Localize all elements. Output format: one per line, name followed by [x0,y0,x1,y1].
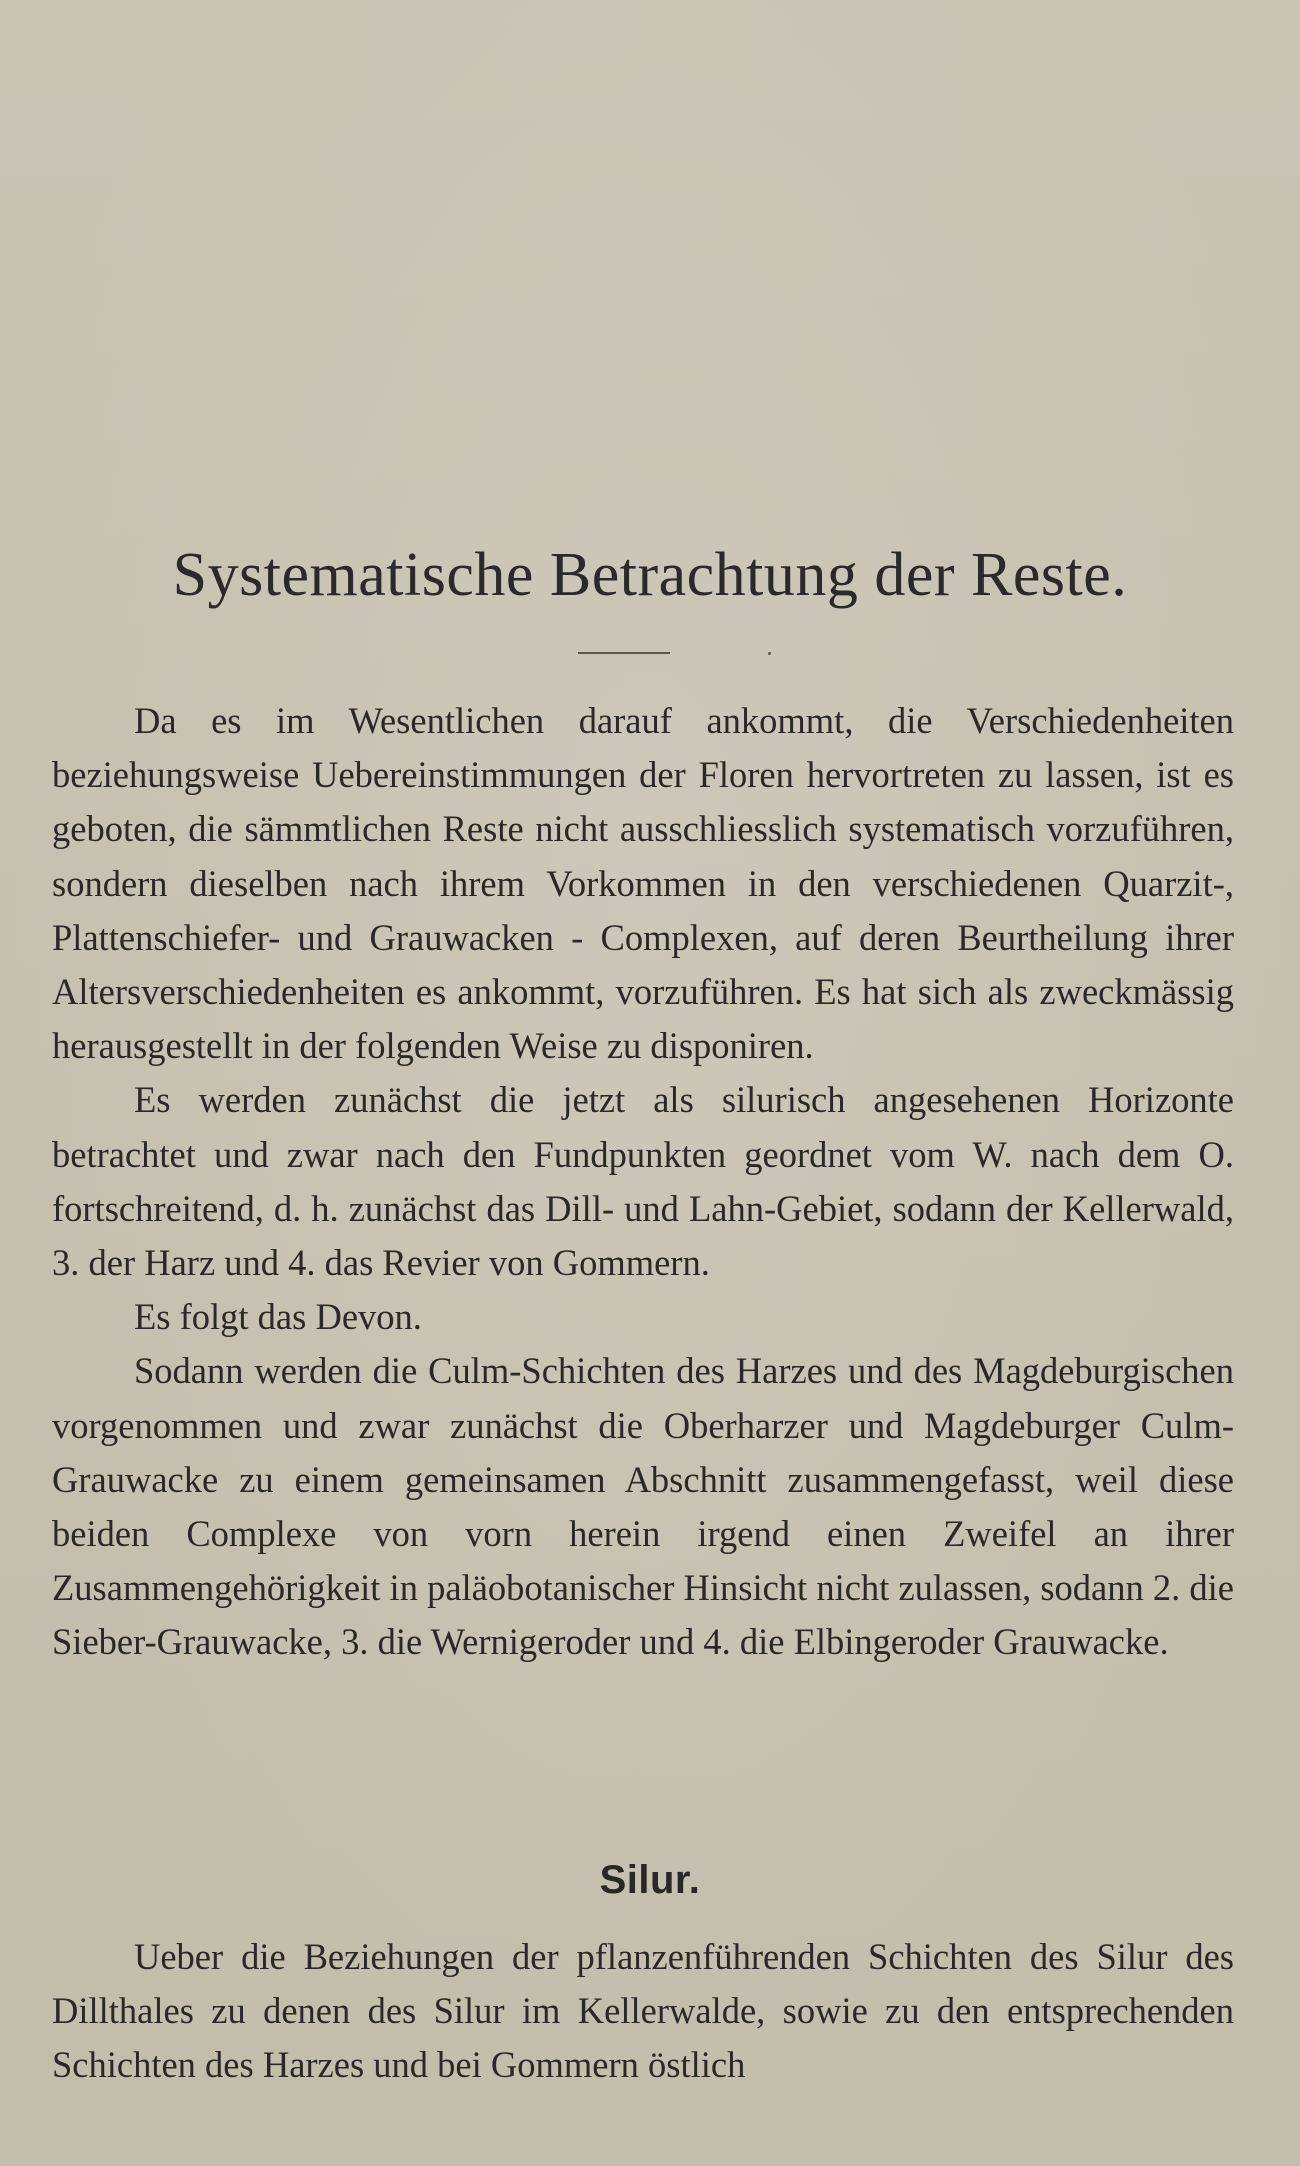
title-divider [578,652,670,654]
divider-dot [768,652,771,655]
paragraph: Sodann werden die Culm-Schichten des Harzes und des Magdeburgischen vorgenommen und zwar zunächst die Oberharzer und Magdeburger Culm-Grauwacke zu einem gemeinsamen Abschnitt zusammengefasst, weil diese beiden Complexe von vorn herein irgend einen Zweifel an ihrer Zusammengehörigkeit in paläobotanischer Hinsicht nicht zulassen, sodann 2. die Sieber-Grauwacke, 3. die Wernigeroder und 4. die Elbingeroder Grauwacke. [52,1350,1234,1663]
paragraph: Es folgt das Devon. [134,1296,422,1338]
paragraph: Ueber die Beziehungen der pflanzenführenden Schichten des Silur des Dillthales zu denen des Silur im Kellerwalde, sowie zu den entsprechenden Schichten des Harzes und bei Gommern östlich [52,1936,1234,2086]
paragraph: Es werden zunächst die jetzt als silurisch angesehenen Horizonte betrachtet und zwar nach den Fundpunkten geordnet vom W. nach dem O. fortschreitend, d. h. zunächst das Dill- und Lahn-Gebiet, sodann der Kellerwald, 3. der Harz und 4. das Revier von Gommern. [52,1079,1234,1284]
section-text-block [52,1930,1234,2093]
page-title: Systematische Betrachtung der Reste. [172,541,1128,609]
paragraph: Da es im Wesentlichen darauf ankommt, die Verschiedenheiten beziehungsweise Uebereinstimmungen der Floren hervortreten zu lassen, ist es geboten, die sämmtlichen Reste nicht ausschliesslich systematisch vorzuführen, sondern dieselben nach ihrem Vorkommen in den verschiedenen Quarzit-, Plattenschiefer- und Grauwacken - Complexen, auf deren Beurtheilung ihrer Altersverschiedenheiten es ankommt, vorzuführen. Es hat sich als zweckmässig herausgestellt in der folgenden Weise zu disponiren. [52,700,1234,1067]
section-heading: Silur. [599,1858,701,1902]
intro-text-block [52,694,1234,1670]
